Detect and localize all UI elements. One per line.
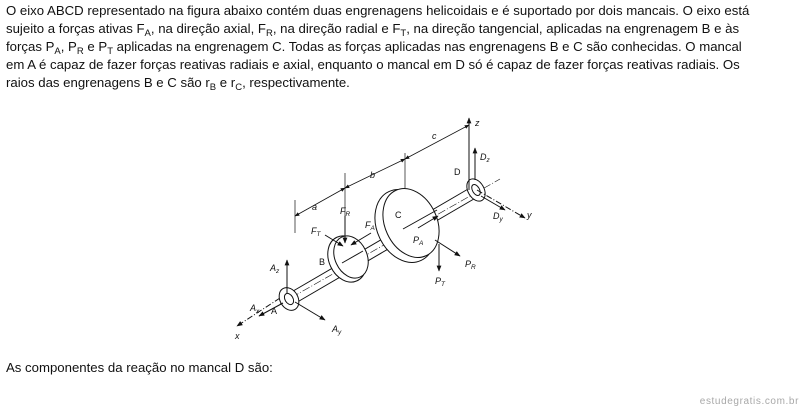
force-ay-label: $A_y$ [332,324,342,336]
force-dy-label: $D_y$ [493,211,503,223]
x-axis-label: x [235,331,240,341]
gear-c-face [372,179,450,266]
force-pt-label: $P_T$ [435,276,445,288]
shaft-diagram [225,108,585,348]
dimension-c-label: c [432,131,437,141]
point-d-label: D [454,167,461,177]
question-text: As componentes da reação no mancal D são: [6,360,273,375]
y-axis-label: y [527,210,532,220]
point-b-label: B [319,257,326,267]
statement-line-3: forças $P_A$, $P_R$ e $P_T$ aplicadas na engrenagem C. Todas as forças aplicadas nas engrenagens B e C são conhecidas. O mancal [6,39,742,57]
statement-line-5: raios das engrenagens B e C são $r_B$ e $r_C$, respectivamente. [6,75,350,93]
dimension-a-label: a [312,202,318,212]
force-fr-label: $F_R$ [340,206,351,218]
dimension-a [295,188,345,216]
force-pa-label: $P_A$ [413,235,424,247]
point-a-label: A [271,306,278,316]
statement-line-4: em A é capaz de fazer forças reativas radiais e axial, enquanto o mancal em D só é capaz de fazer forças reativas radiais. Os [6,57,740,72]
force-fa-label: $F_A$ [365,220,375,232]
dimension-b-label: b [370,170,376,180]
force-ax-label: $A_x$ [250,303,260,315]
y-axis-line [477,190,525,218]
problem-statement [6,2,802,92]
force-ft-label: $F_T$ [311,226,321,238]
dimension-c [405,125,469,159]
z-axis-label: z [475,118,480,128]
point-c-label: C [395,210,402,220]
force-dz-label: $D_z$ [480,152,490,164]
force-ay-arrow [295,302,325,320]
watermark: estudegratis.com.br [699,396,799,407]
shaft-diagram-svg [225,108,585,348]
statement-line-1: O eixo ABCD representado na figura abaixo contém duas engrenagens helicoidais e é suportado por dois mancais. O eixo está [6,3,750,18]
force-pr-label: $P_R$ [465,259,476,271]
statement-line-2: sujeito a forças ativas $F_A$, na direção axial, $F_R$, na direção radial e $F_T$, na direção tangencial, aplicadas na engrenagem B e às [6,21,740,39]
force-az-label: $A_z$ [270,263,280,275]
force-dy-arrow [481,196,505,210]
